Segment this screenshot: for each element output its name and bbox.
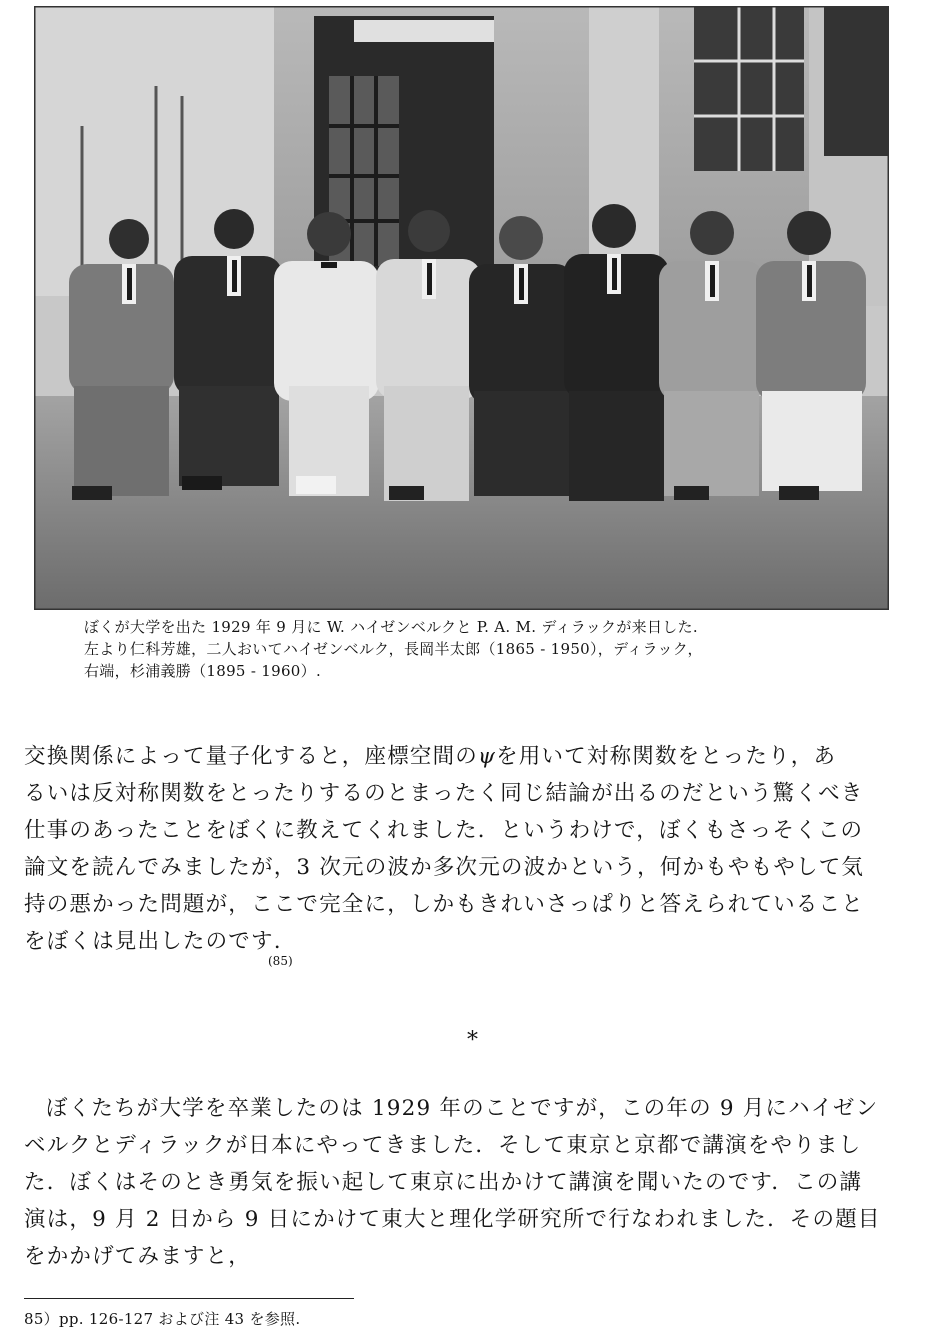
caption-line: 右端，杉浦義勝（1895 - 1960）. [84,662,322,680]
footnote: 85）pp. 126-127 および注 43 を参照. [24,1310,301,1328]
paragraph-1 [24,738,924,968]
paragraph-line: ぼくたちが大学を卒業したのは 1929 年のことですが，この年の 9 月にハイゼン [46,1096,879,1121]
paragraph-line: 論文を読んでみましたが，3 次元の波か多次元の波かという，何かもやもやして気 [24,855,865,880]
photo-caption [84,616,884,682]
paragraph-line [24,738,924,775]
paragraph-line: をかかげてみますと， [24,1244,252,1269]
text-run: を用いて対称関数をとったり，あ [496,744,837,769]
paragraph-line: ベルクとディラックが日本にやってきました．そして東京と京都で講演をやりまし [24,1133,862,1158]
paragraph-line: た．ぼくはそのとき勇気を振い起して東京に出かけて講演を聞いたのです．この講 [24,1170,863,1195]
paragraph-line: 仕事のあったことをぼくに教えてくれました．というわけで，ぼくもさっそくこの [24,818,864,843]
paragraph-line: るいは反対称関数をとったりするのとまったく同じ結論が出るのだという驚くべき [24,781,864,806]
paragraph-line: 演は，9 月 2 日から 9 日にかけて東大と理化学研究所で行なわれました．その題目 [24,1207,881,1232]
section-separator: * [467,1028,478,1053]
footnote-rule [24,1298,354,1299]
paragraph-line: 持の悪かった問題が，ここで完全に，しかもきれいさっぱりと答えられていること [24,892,864,917]
caption-line: ぼくが大学を出た 1929 年 9 月に W. ハイゼンベルクと P. A. M. ディラックが来日した. [84,618,698,636]
caption-line: 左より仁科芳雄，二人おいてハイゼンベルク，長岡半太郎（1865 - 1950），ディラック， [84,640,703,658]
group-photograph [34,6,889,610]
psi-symbol: ψ [478,744,497,769]
text-run: 交換関係によって量子化すると，座標空間の [24,744,479,769]
footnote-reference: (85) [268,954,293,968]
paragraph-2 [24,1090,924,1275]
paragraph-line: をぼくは見出したのです. [24,929,282,954]
